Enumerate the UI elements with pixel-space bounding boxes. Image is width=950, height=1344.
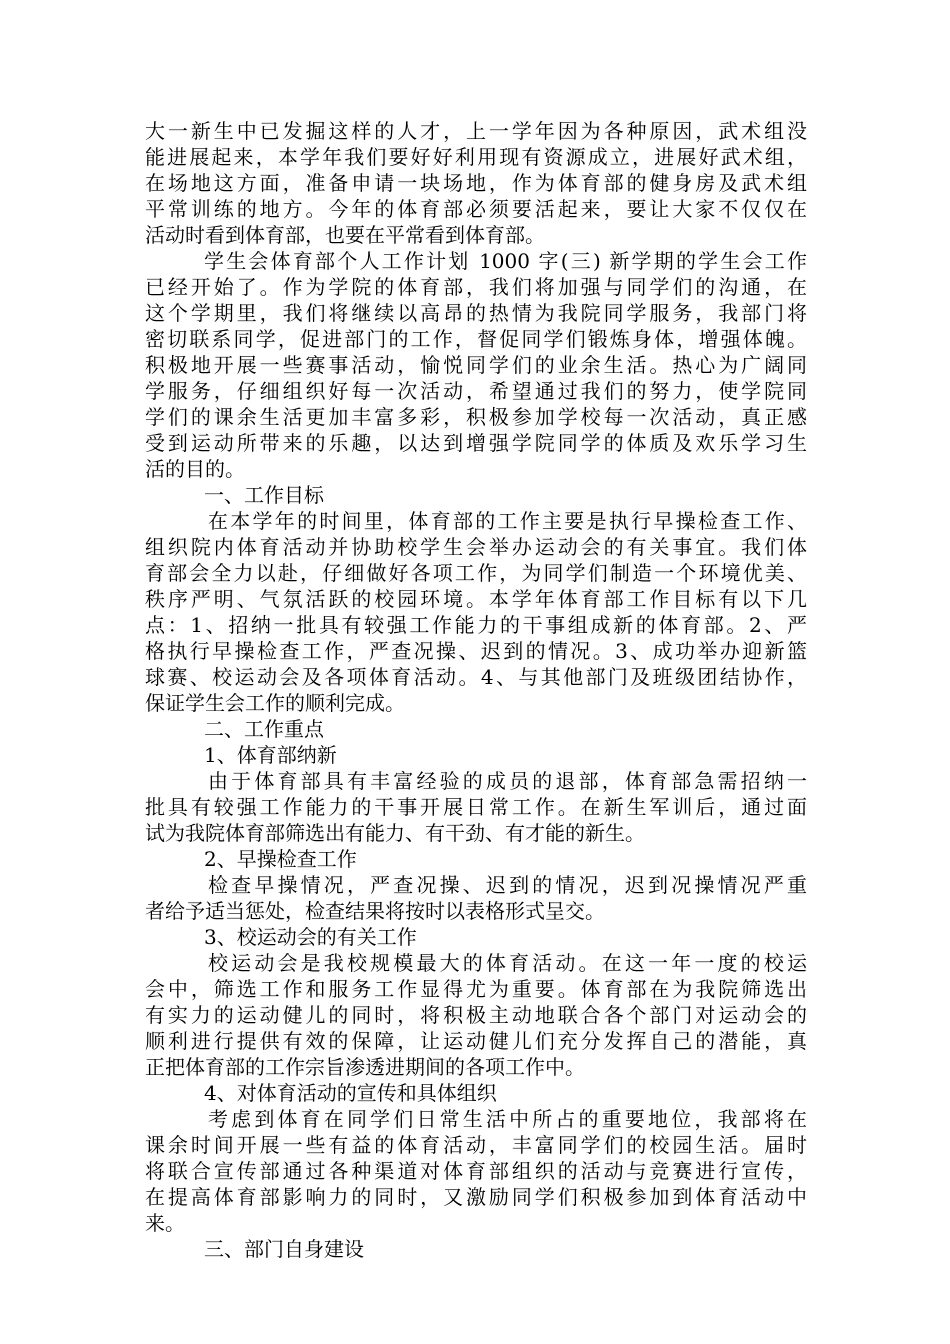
text-line: 课余时间开展一些有益的体育活动，丰富同学们的校园生活。届时 — [145, 1133, 807, 1157]
text-line: 在提高体育部影响力的同时，又激励同学们积极参加到体育活动中 — [145, 1185, 807, 1209]
text-line: 将联合宣传部通过各种渠道对体育部组织的活动与竞赛进行宣传， — [145, 1159, 807, 1183]
text-line: 育部会全力以赴，仔细做好各项工作，为同学们制造一个环境优美、 — [145, 561, 807, 585]
text-line: 1、体育部纳新 — [204, 743, 337, 767]
text-line: 4、对体育活动的宣传和具体组织 — [204, 1081, 497, 1105]
text-line: 考虑到体育在同学们日常生活中所占的重要地位，我部将在 — [208, 1107, 807, 1131]
text-line: 由于体育部具有丰富经验的成员的退部，体育部急需招纳一 — [208, 769, 807, 793]
text-line: 学生会体育部个人工作计划 1000 字(三) 新学期的学生会工作 — [204, 249, 807, 273]
text-line: 秩序严明、气氛活跃的校园环境。本学年体育部工作目标有以下几 — [145, 587, 807, 611]
text-line: 检查早操情况，严查况操、迟到的情况，迟到况操情况严重 — [208, 873, 807, 897]
text-line: 球赛、校运动会及各项体育活动。4、与其他部门及班级团结协作， — [145, 665, 807, 689]
text-line: 2、早操检查工作 — [204, 847, 357, 871]
text-line: 二、工作重点 — [204, 717, 324, 741]
text-line: 试为我院体育部筛选出有能力、有干劲、有才能的新生。 — [145, 821, 645, 845]
text-line: 在本学年的时间里，体育部的工作主要是执行早操检查工作、 — [208, 509, 807, 533]
text-line: 一、工作目标 — [204, 483, 324, 507]
text-line: 学们的课余生活更加丰富多彩，积极参加学校每一次活动，真正感 — [145, 405, 807, 429]
text-line: 格执行早操检查工作，严查况操、迟到的情况。3、成功举办迎新篮 — [145, 639, 807, 663]
text-line: 学服务，仔细组织好每一次活动，希望通过我们的努力，使学院同 — [145, 379, 807, 403]
text-line: 有实力的运动健儿的同时，将积极主动地联合各个部门对运动会的 — [145, 1003, 807, 1027]
text-line: 受到运动所带来的乐趣，以达到增强学院同学的体质及欢乐学习生 — [145, 431, 807, 455]
text-line: 点：1、招纳一批具有较强工作能力的干事组成新的体育部。2、严 — [145, 613, 807, 637]
text-line: 密切联系同学，促进部门的工作，督促同学们锻炼身体，增强体魄。 — [145, 327, 807, 351]
text-line: 保证学生会工作的顺利完成。 — [145, 691, 405, 715]
text-line: 活动时看到体育部，也要在平常看到体育部。 — [145, 223, 545, 247]
text-line: 在场地这方面，准备申请一块场地，作为体育部的健身房及武术组 — [145, 171, 807, 195]
text-line: 大一新生中已发掘这样的人才，上一学年因为各种原因，武术组没 — [145, 119, 807, 143]
text-line: 正把体育部的工作宗旨渗透进期间的各项工作中。 — [145, 1055, 585, 1079]
document-body — [145, 118, 807, 1262]
text-line: 会中，筛选工作和服务工作显得尤为重要。体育部在为我院筛选出 — [145, 977, 807, 1001]
text-line: 平常训练的地方。今年的体育部必须要活起来，要让大家不仅仅在 — [145, 197, 807, 221]
text-line: 活的目的。 — [145, 457, 245, 481]
text-line: 3、校运动会的有关工作 — [204, 925, 417, 949]
text-line: 这个学期里，我们将继续以高昂的热情为我院同学服务，我部门将 — [145, 301, 807, 325]
text-line: 能进展起来，本学年我们要好好利用现有资源成立，进展好武术组， — [145, 145, 807, 169]
text-line: 来。 — [145, 1211, 185, 1235]
text-line: 积极地开展一些赛事活动，愉悦同学们的业余生活。热心为广阔同 — [145, 353, 807, 377]
text-line: 者给予适当惩处，检查结果将按时以表格形式呈交。 — [145, 899, 605, 923]
text-line: 批具有较强工作能力的干事开展日常工作。在新生军训后，通过面 — [145, 795, 807, 819]
text-line: 组织院内体育活动并协助校学生会举办运动会的有关事宜。我们体 — [145, 535, 807, 559]
text-line: 顺利进行提供有效的保障，让运动健儿们充分发挥自己的潜能，真 — [145, 1029, 807, 1053]
text-line: 校运动会是我校规模最大的体育活动。在这一年一度的校运 — [208, 951, 807, 975]
text-line: 已经开始了。作为学院的体育部，我们将加强与同学们的沟通，在 — [145, 275, 807, 299]
text-line: 三、部门自身建设 — [204, 1237, 364, 1261]
